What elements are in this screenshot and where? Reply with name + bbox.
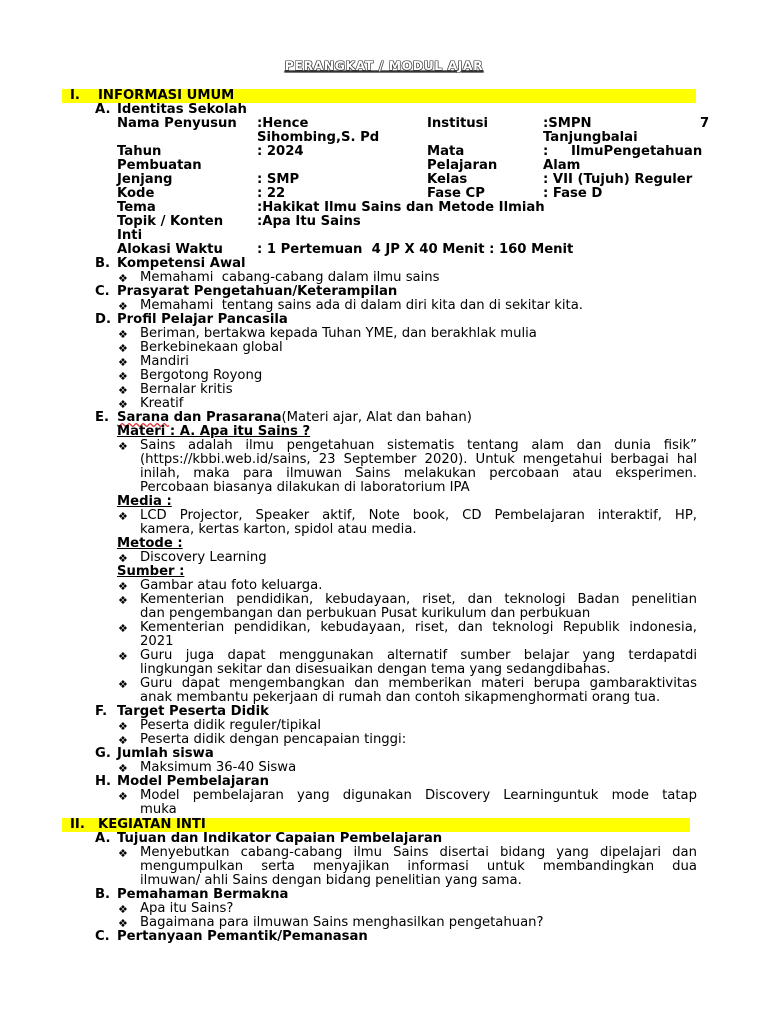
paragraph-line: muka xyxy=(140,802,177,817)
list-item: Apa itu Sains? xyxy=(140,901,234,916)
topik-label-2: Inti xyxy=(117,228,143,243)
list-item: Bernalar kritis xyxy=(140,382,233,397)
bullet-icon: ❖ xyxy=(118,552,128,565)
media-paragraph xyxy=(140,509,697,537)
bullet-icon: ❖ xyxy=(118,356,128,369)
tahun-value: : 2024 xyxy=(257,144,304,159)
mapel-value: IlmuPengetahuan xyxy=(571,144,703,159)
bullet-icon: ❖ xyxy=(118,790,128,803)
materi-heading: Materi : A. Apa itu Sains ? xyxy=(117,424,311,439)
institusi-label: Institusi xyxy=(427,116,489,131)
subsection-letter: A. xyxy=(95,102,111,117)
paragraph-line: Kementerian pendidikan, kebudayaan, riset, dan teknologi Republik indonesia, xyxy=(140,620,697,635)
materi-paragraph xyxy=(140,439,697,495)
subsection-letter: C. xyxy=(95,284,110,299)
paragraph-line: ilmuwan/ ahli Sains dengan bidang penelitian yang sama. xyxy=(140,873,522,888)
penyusun-value: :Hence xyxy=(257,116,309,131)
bullet-icon: ❖ xyxy=(118,720,128,733)
bullet-icon: ❖ xyxy=(118,580,128,593)
media-heading: Media : xyxy=(117,494,172,509)
list-item: Bagaimana para ilmuwan Sains menghasilkan pengetahuan? xyxy=(140,915,544,930)
mapel-label: Mata xyxy=(427,144,465,159)
tahun-label-2: Pembuatan xyxy=(117,158,202,173)
paragraph-line: 2021 xyxy=(140,634,174,649)
paragraph-line: Model pembelajaran yang digunakan Discovery Learninguntuk mode tatap xyxy=(140,788,697,803)
subsection-title: Model Pembelajaran xyxy=(117,774,270,789)
paragraph-line: dan pengembangan dan perbukuan Pusat kurikulum dan perbukuan xyxy=(140,606,591,621)
section-title: INFORMASI UMUM xyxy=(98,88,235,103)
subsection-letter: G. xyxy=(95,746,111,761)
subsection-letter: B. xyxy=(95,887,111,902)
paragraph-line: (https://kbbi.web.id/sains, 23 September 2020). Untuk mengetahui berbagai hal xyxy=(140,452,697,467)
subsection-note: (Materi ajar, Alat dan bahan) xyxy=(281,410,472,425)
list-item xyxy=(140,789,697,817)
subsection-title: Pemahaman Bermakna xyxy=(117,887,289,902)
subsection-title: Tujuan dan Indikator Capaian Pembelajaran xyxy=(117,831,443,846)
subsection-letter: E. xyxy=(95,410,110,425)
kelas-label: Kelas xyxy=(427,172,468,187)
bullet-icon: ❖ xyxy=(118,440,128,453)
paragraph-line: anak membantu pekerjaan di rumah dan contoh sikapmenghormati orang tua. xyxy=(140,690,661,705)
bullet-icon: ❖ xyxy=(118,734,128,747)
subsection-title-part: dan Prasarana xyxy=(169,410,282,425)
institusi-value-2: Tanjungbalai xyxy=(543,130,638,145)
bullet-icon: ❖ xyxy=(118,328,128,341)
list-item xyxy=(140,593,697,621)
paragraph-line: inilah, maka para ilmuwan Sains melakukan percobaan atau eksperimen. xyxy=(140,466,697,481)
mapel-value-2: Alam xyxy=(543,158,581,173)
paragraph-line: Guru dapat mengembangkan dan memberikan materi berupa gambaraktivitas xyxy=(140,676,697,691)
kode-label: Kode xyxy=(117,186,155,201)
paragraph-line: Menyebutkan cabang-cabang ilmu Sains disertai bidang yang dipelajari dan xyxy=(140,845,697,860)
list-item: Peserta didik reguler/tipikal xyxy=(140,718,321,733)
paragraph-line: Percobaan biasanya dilakukan di laboratorium IPA xyxy=(140,480,470,495)
mapel-colon: : xyxy=(543,144,549,159)
topik-value: :Apa Itu Sains xyxy=(257,214,361,229)
bullet-icon: ❖ xyxy=(118,650,128,663)
fase-value: : Fase D xyxy=(543,186,603,201)
list-item: Gambar atau foto keluarga. xyxy=(140,578,323,593)
jenjang-value: : SMP xyxy=(257,172,300,187)
section-number: I. xyxy=(70,88,80,103)
list-item: Berkebinekaan global xyxy=(140,340,283,355)
list-item xyxy=(140,846,697,888)
list-item: Bergotong Royong xyxy=(140,368,263,383)
bullet-icon: ❖ xyxy=(118,622,128,635)
subsection-letter: D. xyxy=(95,312,111,327)
subsection-title: Prasyarat Pengetahuan/Keterampilan xyxy=(117,284,398,299)
bullet-icon: ❖ xyxy=(118,847,128,860)
subsection-title: Jumlah siswa xyxy=(117,746,214,761)
subsection-title-part: Sarana xyxy=(117,410,170,425)
list-item: Memahami tentang sains ada di dalam diri kita dan di sekitar kita. xyxy=(140,298,583,313)
document-title: PERANGKAT / MODUL AJAR xyxy=(284,58,484,73)
mapel-label-2: Pelajaran xyxy=(427,158,498,173)
paragraph-line: lingkungan sekitar dan disesuaikan dengan tema yang sedangdibahas. xyxy=(140,662,611,677)
list-item: Beriman, bertakwa kepada Tuhan YME, dan berakhlak mulia xyxy=(140,326,537,341)
subsection-title: Target Peserta Didik xyxy=(117,704,269,719)
institusi-value: :SMPN xyxy=(543,116,592,131)
metode-heading: Metode : xyxy=(117,536,183,551)
list-item: Mandiri xyxy=(140,354,189,369)
tema-label: Tema xyxy=(117,200,156,215)
list-item: Maksimum 36-40 Siswa xyxy=(140,760,297,775)
list-item xyxy=(140,621,697,649)
bullet-icon: ❖ xyxy=(118,370,128,383)
penyusun-value-2: Sihombing,S. Pd xyxy=(257,130,380,145)
paragraph-line: mengumpulkan serta menyajikan informasi untuk membandingkan dua xyxy=(140,859,697,874)
bullet-icon: ❖ xyxy=(118,678,128,691)
jenjang-label: Jenjang xyxy=(117,172,173,187)
kode-value: : 22 xyxy=(257,186,286,201)
subsection-title: Pertanyaan Pemantik/Pemanasan xyxy=(117,929,368,944)
paragraph-line: LCD Projector, Speaker aktif, Note book, CD Pembelajaran interaktif, HP, xyxy=(140,508,697,523)
bullet-icon: ❖ xyxy=(118,903,128,916)
list-item: Kreatif xyxy=(140,396,184,411)
list-item xyxy=(140,649,697,677)
subsection-title: Profil Pelajar Pancasila xyxy=(117,312,288,327)
paragraph-line: Kementerian pendidikan, kebudayaan, riset, dan teknologi Badan penelitian xyxy=(140,592,697,607)
list-item xyxy=(140,677,697,705)
topik-label: Topik / Konten xyxy=(117,214,224,229)
alokasi-value: : 1 Pertemuan 4 JP X 40 Menit : 160 Menit xyxy=(257,242,574,257)
paragraph-line: Guru juga dapat menggunakan alternatif sumber belajar yang terdapatdi xyxy=(140,648,697,663)
tahun-label: Tahun xyxy=(117,144,162,159)
kelas-value: : VII (Tujuh) Reguler xyxy=(543,172,693,187)
paragraph-line: Sains adalah ilmu pengetahuan sistematis tentang alam dan dunia fisik” xyxy=(140,438,697,453)
fase-label: Fase CP xyxy=(427,186,485,201)
list-item: Discovery Learning xyxy=(140,550,267,565)
bullet-icon: ❖ xyxy=(118,594,128,607)
sumber-heading: Sumber : xyxy=(117,564,185,579)
subsection-title xyxy=(117,411,472,425)
bullet-icon: ❖ xyxy=(118,762,128,775)
institusi-number: 7 xyxy=(700,116,710,131)
list-item: Peserta didik dengan pencapaian tinggi: xyxy=(140,732,407,747)
penyusun-label: Nama Penyusun xyxy=(117,116,237,131)
list-item: Memahami cabang-cabang dalam ilmu sains xyxy=(140,270,440,285)
subsection-letter: A. xyxy=(95,831,111,846)
subsection-letter: B. xyxy=(95,256,111,271)
subsection-title: Kompetensi Awal xyxy=(117,256,246,271)
paragraph-line: kamera, kertas karton, spidol atau media. xyxy=(140,522,417,537)
tema-value: :Hakikat Ilmu Sains dan Metode Ilmiah xyxy=(257,200,545,215)
alokasi-label: Alokasi Waktu xyxy=(117,242,223,257)
subsection-title: Identitas Sekolah xyxy=(117,102,247,117)
subsection-letter: C. xyxy=(95,929,110,944)
bullet-icon: ❖ xyxy=(118,272,128,285)
bullet-icon: ❖ xyxy=(118,342,128,355)
bullet-icon: ❖ xyxy=(118,510,128,523)
bullet-icon: ❖ xyxy=(118,398,128,411)
bullet-icon: ❖ xyxy=(118,384,128,397)
bullet-icon: ❖ xyxy=(118,300,128,313)
section-title: KEGIATAN INTI xyxy=(98,817,206,832)
bullet-icon: ❖ xyxy=(118,917,128,930)
subsection-letter: H. xyxy=(95,774,112,789)
subsection-letter: F. xyxy=(95,704,108,719)
section-number: II. xyxy=(70,817,85,832)
